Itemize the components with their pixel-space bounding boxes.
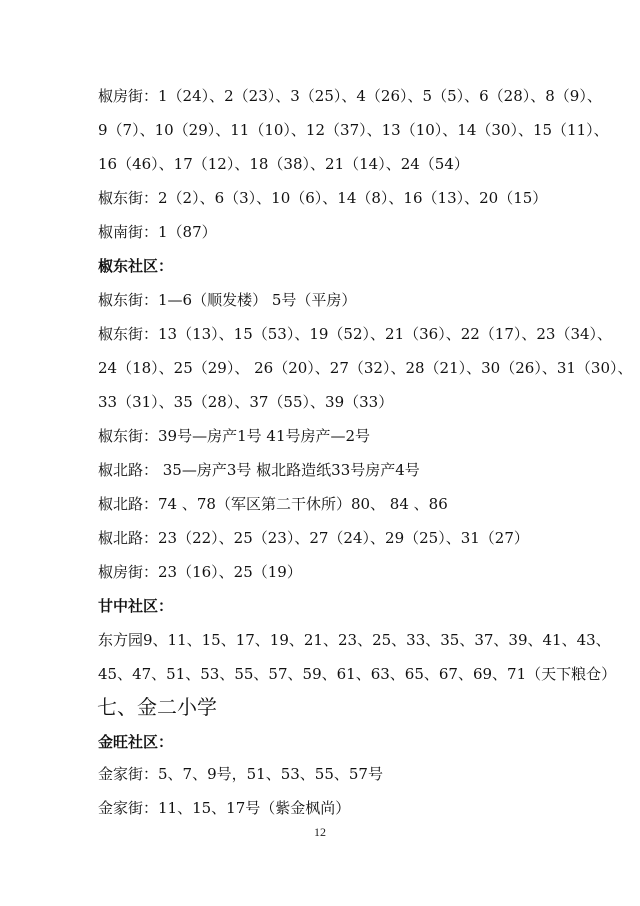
chapter-heading: 七、金二小学: [97, 695, 217, 719]
text-line: 9（7）、10（29）、11（10）、12（37）、13（10）、14（30）、15（11）、: [98, 121, 609, 139]
text-line: 椒房街：1（24）、2（23）、3（25）、4（26）、5（5）、6（28）、8（9）、: [98, 87, 602, 105]
text-line: 45、47、51、53、55、57、59、61、63、65、67、69、71（天下粮仓）: [98, 665, 617, 683]
text-line: 椒东街：39号—房产1号 41号房产—2号: [98, 427, 371, 445]
text-line: 椒北路：74 、78（军区第二干休所）80、 84 、86: [98, 495, 448, 513]
text-line: 金家街：11、15、17号（紫金枫尚）: [98, 799, 351, 817]
text-line: 椒东街：13（13）、15（53）、19（52）、21（36）、22（17）、23（34）、: [98, 325, 613, 343]
text-line: 椒东街：2（2）、6（3）、10（6）、14（8）、16（13）、20（15）: [98, 189, 548, 207]
text-line: 金家街：5、7、9号，51、53、55、57号: [98, 765, 383, 783]
text-line: 椒北路： 35—房产3号 椒北路造纸33号房产4号: [98, 461, 420, 479]
text-line: 椒东街：1—6（顺发楼） 5号（平房）: [98, 291, 357, 309]
text-line: 椒房街：23（16）、25（19）: [98, 563, 302, 581]
section-heading: 金旺社区：: [98, 733, 174, 751]
text-line: 24（18）、25（29）、 26（20）、27（32）、28（21）、30（26）、31（30）、: [98, 359, 633, 377]
text-line: 椒北路：23（22）、25（23）、27（24）、29（25）、31（27）: [98, 529, 529, 547]
text-line: 椒南街：1（87）: [98, 223, 217, 241]
page-number: 12: [314, 825, 326, 839]
text-line: 33（31）、35（28）、37（55）、39（33）: [98, 393, 394, 411]
text-line: 东方园9、11、15、17、19、21、23、25、33、35、37、39、41、43、: [98, 631, 611, 649]
text-line: 16（46）、17（12）、18（38）、21（14）、24（54）: [98, 155, 469, 173]
section-heading: 甘中社区：: [98, 597, 174, 615]
section-heading: 椒东社区：: [98, 257, 174, 275]
